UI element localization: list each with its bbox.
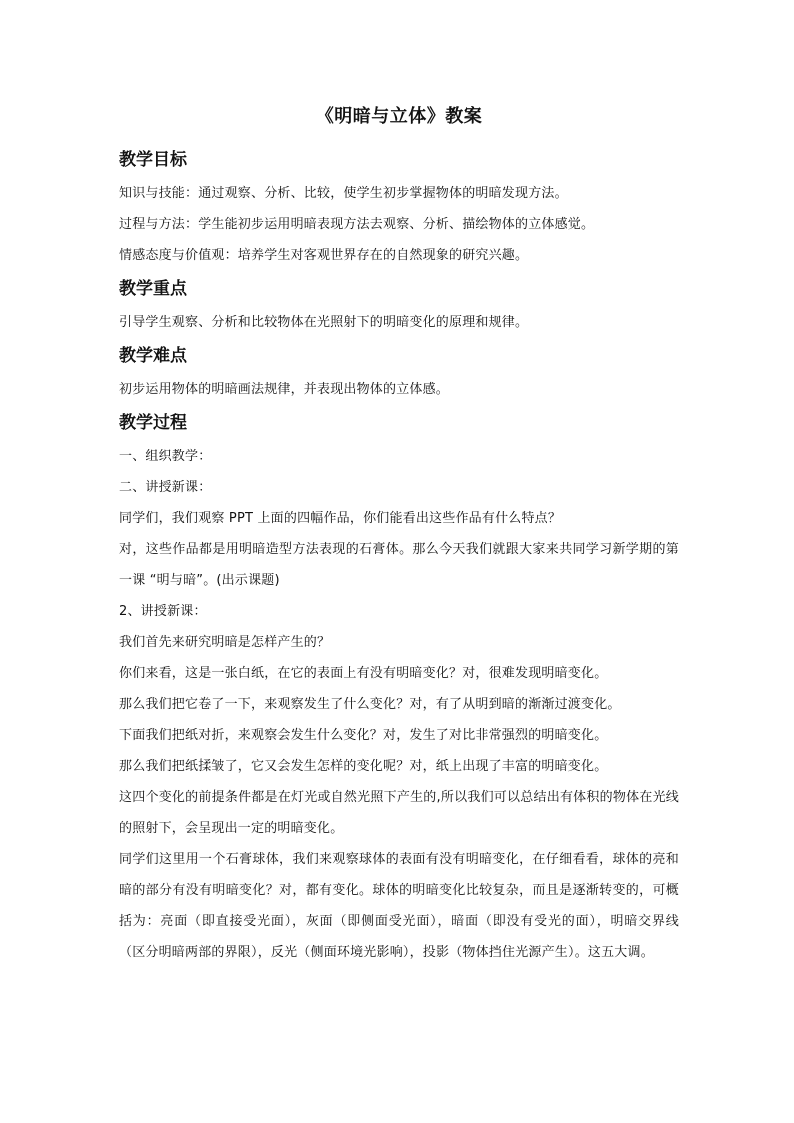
- section-objectives: [119, 142, 679, 271]
- paragraph: 对，这些作品都是用明暗造型方法表现的石膏体。那么今天我们就跟大家来共同学习新学期的第一课 “明与暗”。(出示课题): [119, 542, 679, 588]
- section-key-points: [119, 271, 679, 338]
- paragraph: 那么我们把纸揉皱了，它又会发生怎样的变化呢？对，纸上出现了丰富的明暗变化。: [119, 759, 608, 774]
- paragraph: 知识与技能：通过观察、分析、比较，使学生初步掌握物体的明暗发现方法。: [119, 186, 568, 201]
- paragraph: 我们首先来研究明暗是怎样产生的？: [119, 635, 331, 650]
- paragraph: 你们来看，这是一张白纸，在它的表面上有没有明暗变化？对，很难发现明暗变化。: [119, 666, 608, 681]
- section-heading-objectives: 教学目标: [119, 150, 187, 170]
- paragraph: 这四个变化的前提条件都是在灯光或自然光照下产生的,所以我们可以总结出有体积的物体在光线的照射下，会呈现出一定的明暗变化。: [119, 790, 679, 836]
- paragraph: 引导学生观察、分析和比较物体在光照射下的明暗变化的原理和规律。: [119, 315, 529, 330]
- paragraph: 2、讲授新课：: [119, 604, 207, 619]
- paragraph: 同学们，我们观察 PPT 上面的四幅作品，你们能看出这些作品有什么特点？: [119, 511, 562, 526]
- section-difficulties: [119, 338, 679, 405]
- document-body: [119, 102, 679, 968]
- document-title: 《明暗与立体》教案: [315, 106, 483, 127]
- section-heading-key-points: 教学重点: [119, 279, 187, 299]
- paragraph: 过程与方法：学生能初步运用明暗表现方法去观察、分析、描绘物体的立体感觉。: [119, 217, 595, 232]
- paragraph: 初步运用物体的明暗画法规律，并表现出物体的立体感。: [119, 382, 450, 397]
- paragraph: 二、讲授新课：: [119, 480, 212, 495]
- paragraph: 下面我们把纸对折，来观察会发生什么变化？对，发生了对比非常强烈的明暗变化。: [119, 728, 608, 743]
- paragraph: 那么我们把它卷了一下，来观察发生了什么变化？对，有了从明到暗的渐渐过渡变化。: [119, 697, 621, 712]
- paragraph: 情感态度与价值观：培养学生对客观世界存在的自然现象的研究兴趣。: [119, 248, 529, 263]
- section-process: [119, 405, 679, 968]
- paragraph: 同学们这里用一个石膏球体，我们来观察球体的表面有没有明暗变化，在仔细看看，球体的亮和暗的部分有没有明暗变化？对，都有变化。球体的明暗变化比较复杂，而且是逐渐转变的，可概括为：亮面（即直接受光面），灰面（即侧面受光面），暗面（即没有受光的面），明暗交界线（区分明暗两部的界限），反光（侧面环境光影响），投影（物体挡住光源产生）。这五大调。: [119, 852, 679, 960]
- paragraph: 一、组织教学：: [119, 449, 212, 464]
- section-heading-process: 教学过程: [119, 413, 187, 433]
- section-heading-difficulties: 教学难点: [119, 346, 187, 366]
